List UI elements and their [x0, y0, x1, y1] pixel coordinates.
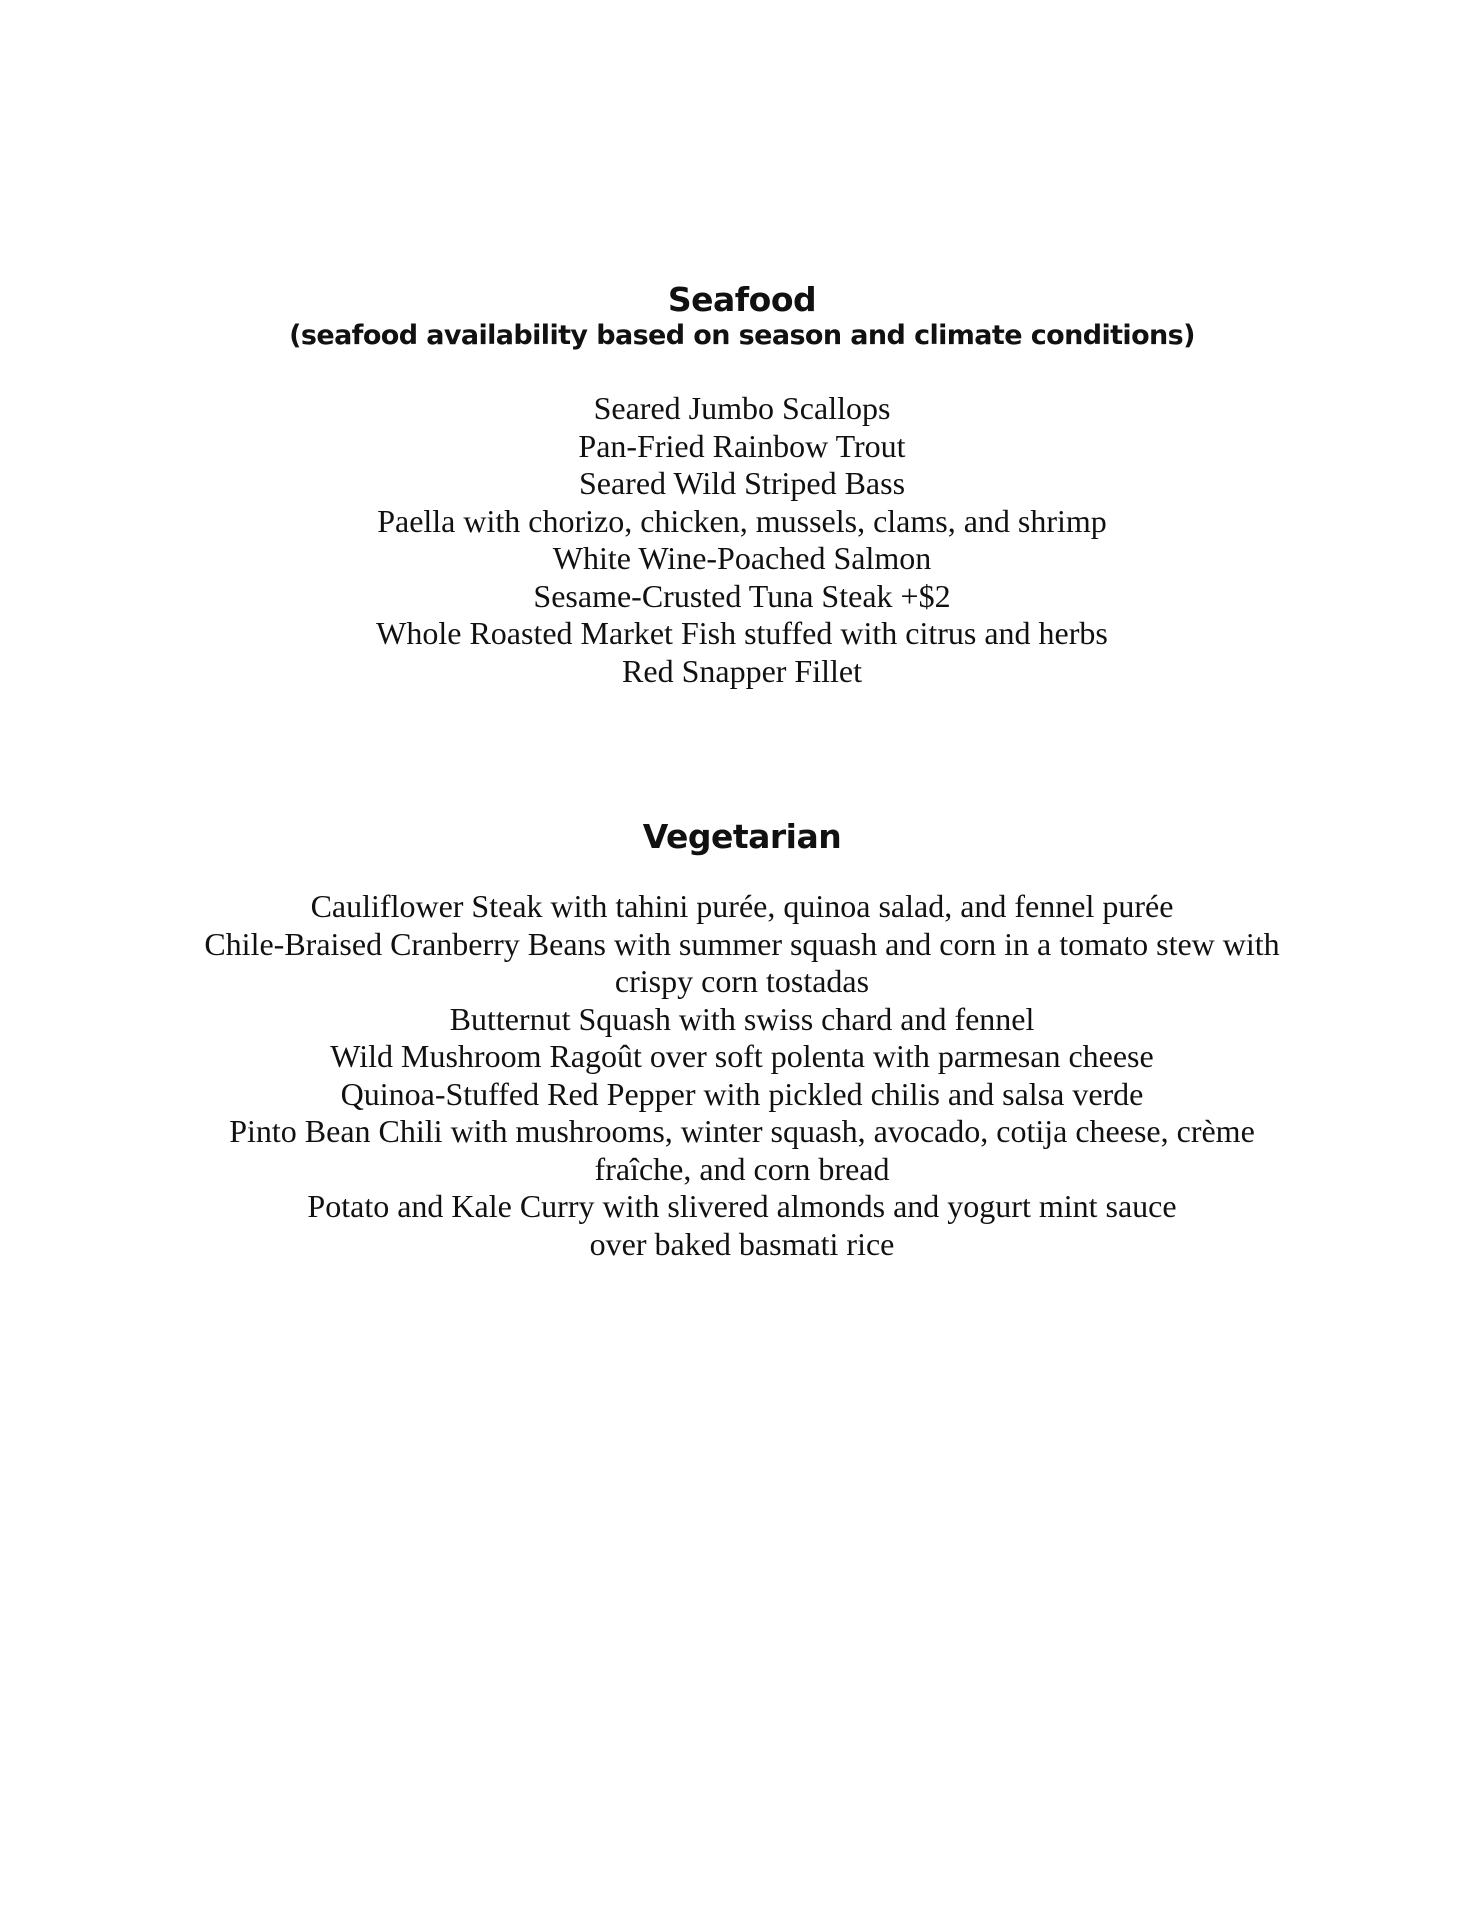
seafood-list: [0, 390, 1484, 690]
seafood-item: Red Snapper Fillet: [622, 652, 862, 689]
seafood-heading: Seafood: [667, 280, 817, 319]
seafood-item: Seared Jumbo Scallops: [593, 390, 891, 426]
vegetarian-list: [182, 888, 1302, 1263]
vegetarian-heading: Vegetarian: [642, 817, 842, 856]
seafood-section: [0, 280, 1484, 690]
vegetarian-item: Cauliflower Steak with tahini purée, quinoa salad, and fennel purée: [310, 888, 1174, 924]
vegetarian-item: Potato and Kale Curry with slivered almonds and yogurt mint sauce: [307, 1188, 1177, 1224]
vegetarian-item: Quinoa-Stuffed Red Pepper with pickled chilis and salsa verde: [340, 1075, 1144, 1112]
seafood-item: Paella with chorizo, chicken, mussels, clams, and shrimp: [377, 502, 1107, 539]
seafood-item: White Wine-Poached Salmon: [552, 540, 932, 576]
vegetarian-item: Wild Mushroom Ragoût over soft polenta with parmesan cheese: [330, 1038, 1154, 1074]
vegetarian-item: Butternut Squash with swiss chard and fennel: [449, 1000, 1035, 1037]
seafood-item: Pan-Fried Rainbow Trout: [578, 427, 906, 464]
vegetarian-item: over baked basmati rice: [589, 1225, 895, 1262]
seafood-item: Whole Roasted Market Fish stuffed with citrus and herbs: [376, 615, 1108, 651]
seafood-availability-note: (seafood availability based on season and climate conditions): [289, 320, 1195, 351]
vegetarian-section: [0, 817, 1484, 1263]
seafood-item: Sesame-Crusted Tuna Steak +$2: [533, 577, 951, 614]
vegetarian-item: Pinto Bean Chili with mushrooms, winter squash, avocado, cotija cheese, crème fraîche, and corn bread: [229, 1113, 1255, 1187]
vegetarian-item: Chile-Braised Cranberry Beans with summer squash and corn in a tomato stew with crispy corn tostadas: [204, 925, 1280, 999]
seafood-item: Seared Wild Striped Bass: [578, 465, 906, 501]
